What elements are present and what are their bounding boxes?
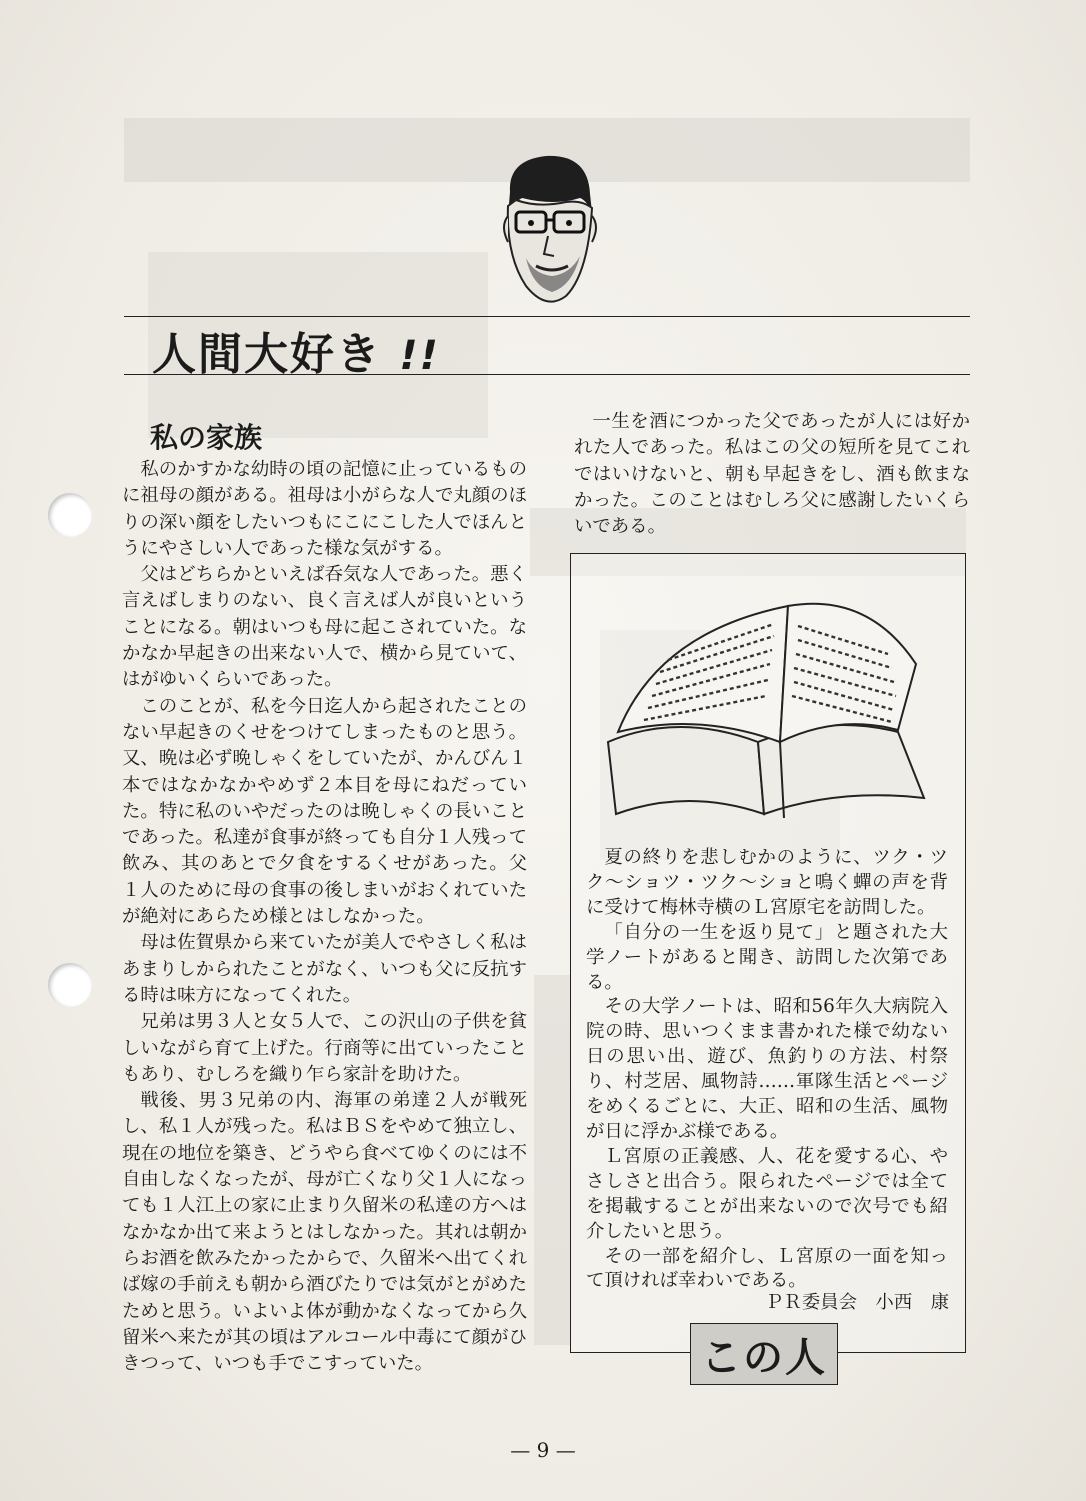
paragraph: Ｌ宮原の正義感、人、花を愛する心、やさしさと出合う。限られたページでは全てを掲載することが出来ないので次号でも紹介したいと思う。 xyxy=(586,1145,948,1242)
paragraph: 夏の終りを悲しむかのように、ツク・ツク〜ショツ・ツク〜ショと鳴く蟬の声を背に受けて梅林寺横のＬ宮原宅を訪問した。 xyxy=(586,847,948,918)
profile-text xyxy=(586,846,948,1294)
paragraph: その大学ノートは、昭和56年久大病院入院の時、思いつくまま書かれた様で幼ない日の思い出、遊び、魚釣りの方法、村祭り、村芝居、風物詩……軍隊生活とページをめくるごとに、大正、昭和の生活、風物が日に浮かぶ様である。 xyxy=(586,996,948,1142)
signature: ＰＲ委員会 小西 康 xyxy=(765,1292,949,1313)
title-mark: !! xyxy=(399,333,440,379)
page-number: — 9 — xyxy=(510,1438,576,1462)
punch-hole-top xyxy=(48,493,92,537)
man-portrait-icon xyxy=(496,146,602,314)
article-title xyxy=(152,318,440,382)
paragraph: 戦後、男３兄弟の内、海軍の弟達２人が戦死し、私１人が残った。私はＢＳをやめて独立し、現在の地位を築き、どうやら食べてゆくのには不自由しなくなったが、母が亡くなり父１人になっても１人江上の家に止まり久留米の私達の方へはなかなか出て来ようとはしなかった。其れは朝からお酒を飲みたかったからで、久留米へ出てくれば嫁の手前えも朝から酒びたりでは気がとがめたためと思う。いよいよ体が動かなくなってから久留米へ来たが其の頃はアルコール中毒にて顔がひきつって、いつも手でこすっていた。 xyxy=(122,1090,527,1375)
paragraph: 「自分の一生を返り見て」と題された大学ノートがあると聞き、訪問した次第である。 xyxy=(586,921,948,993)
paragraph: このことが、私を今日迄人から起されたことのない早起きのくせをつけてしまったものと思う。又、晩は必ず晩しゃくをしていたが、かんびん１本ではなかなかやめず２本目を母にねだっていた。特に私のいやだったのは晩しゃくの長いことであった。私達が食事が終っても自分１人残って飲み、其のあとで夕食をするくせがあった。父１人のために母の食事の後しまいがおくれていたが絶対にあらため様とはしなかった。 xyxy=(122,695,527,928)
left-column xyxy=(122,457,527,1377)
paragraph: 母は佐賀県から来ていたが美人でやさしく私はあまりしかられたことがなく、いつも父に反抗する時は味方になってくれた。 xyxy=(122,932,527,1006)
this-person-tag: この人 xyxy=(690,1323,838,1385)
punch-hole-bottom xyxy=(48,963,92,1007)
title-rule-top xyxy=(124,316,970,317)
paragraph: 一生を酒につかった父であったが人には好かれた人であった。私はこの父の短所を見てこれではいけないと、朝も早起きをし、酒も飲まなかった。このことはむしろ父に感謝したいくらいである。 xyxy=(574,411,970,538)
section-heading: 私の家族 xyxy=(150,421,263,454)
paragraph: その一部を紹介し、Ｌ宮原の一面を知って頂ければ幸わいである。 xyxy=(586,1245,948,1292)
title-rule-bottom xyxy=(124,374,970,375)
title-text: 人間大好き xyxy=(152,329,382,380)
paragraph: 兄弟は男３人と女５人で、この沢山の子供を貧しいながら育て上げた。行商等に出ていったこともあり、むしろを織り乍ら家計を助けた。 xyxy=(122,1011,527,1085)
bleed-through-photo-3 xyxy=(534,975,570,1345)
open-book-icon xyxy=(598,592,936,832)
right-column-top xyxy=(574,409,970,540)
paragraph: 父はどちらかといえば呑気な人であった。悪く言えばしまりのない、良く言えば人が良いということになる。朝はいつも母に起こされていた。なかなか早起きの出来ない人で、横から見ていて、はがゆいくらいであった。 xyxy=(122,564,527,691)
paragraph: 私のかすかな幼時の頃の記憶に止っているものに祖母の顔がある。祖母は小がらな人で丸顔のほりの深い顔をしたいつもにこにこした人でほんとうにやさしい人であった様な気がする。 xyxy=(122,459,527,559)
